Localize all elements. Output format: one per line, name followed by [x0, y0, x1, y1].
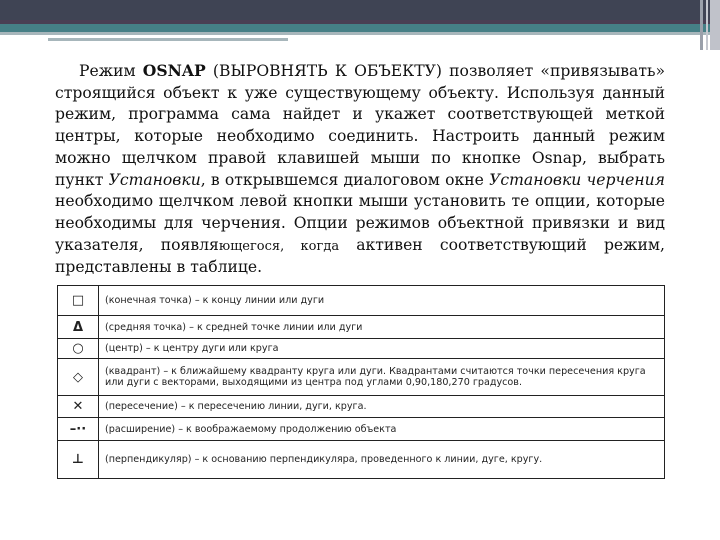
table-row	[58, 418, 665, 441]
intersection-x-icon: ✕	[58, 396, 99, 418]
endpoint-square-icon: □	[58, 286, 99, 316]
text: активен соответствующий режим, представлены в таблице.	[55, 235, 665, 277]
table-row	[58, 396, 665, 418]
midpoint-triangle-icon: Δ	[58, 316, 99, 339]
table-row	[58, 286, 665, 316]
center-circle-icon: ○	[58, 339, 99, 359]
header-accent-stripe	[0, 24, 720, 32]
text: (ВЫРОВНЯТЬ К ОБЪЕКТУ) позволяет «привязывать» строящийся объект к уже существующему объекту. Используя данный режим, программа сама найдет и укажет соответствующей меткой центры, которые необходимо соединить. Настроить данный режим можно щелчком правой клавишей мыши по кнопке Osnap, выбрать пункт	[55, 62, 665, 189]
quadrant-diamond-icon: ◇	[58, 359, 99, 396]
settings-term: Установки	[108, 170, 201, 189]
row-description: (квадрант) – к ближайшему квадранту круга или дуги. Квадрантами считаются точки пересечения круга или дуги с векторами, выходящими из центра под углами 0,90,180,270 градусов.	[99, 359, 665, 396]
table-row	[58, 359, 665, 396]
row-description: (расширение) – к воображаемому продолжению объекта	[99, 418, 665, 441]
decor-stripe	[700, 0, 703, 50]
header-bar	[0, 0, 720, 22]
header-underline	[48, 38, 288, 41]
row-description: (перпендикуляр) – к основанию перпендикуляра, проведенного к линии, дуге, кругу.	[99, 441, 665, 479]
osnap-term: OSNAP	[142, 61, 206, 80]
table-row	[58, 316, 665, 339]
drafting-settings-term: Установки черчения	[489, 170, 665, 189]
osnap-modes-table	[57, 285, 665, 479]
text: Режим	[79, 62, 143, 80]
row-description: (центр) – к центру дуги или круга	[99, 339, 665, 359]
extension-icon: –··	[58, 418, 99, 441]
perpendicular-icon: ⊥	[58, 441, 99, 479]
row-description: (пересечение) – к пересечению линии, дуги, круга.	[99, 396, 665, 418]
table-row	[58, 339, 665, 359]
row-description: (конечная точка) – к концу линии или дуги	[99, 286, 665, 316]
header-divider	[0, 32, 720, 35]
body-paragraph	[55, 60, 665, 279]
row-description: (средняя точка) – к средней точке линии или дуги	[99, 316, 665, 339]
table-row	[58, 441, 665, 479]
decor-stripe	[706, 0, 708, 50]
text: необходимо щелчком левой кнопки мыши установить те опции, которые необходимы для черчения. Опции режимов объектной привязки и вид указателя, появля	[55, 192, 665, 254]
text: , в открывшемся диалоговом окне	[200, 170, 490, 189]
decor-stripe	[710, 0, 720, 50]
text: ющегося, когда	[218, 238, 340, 254]
